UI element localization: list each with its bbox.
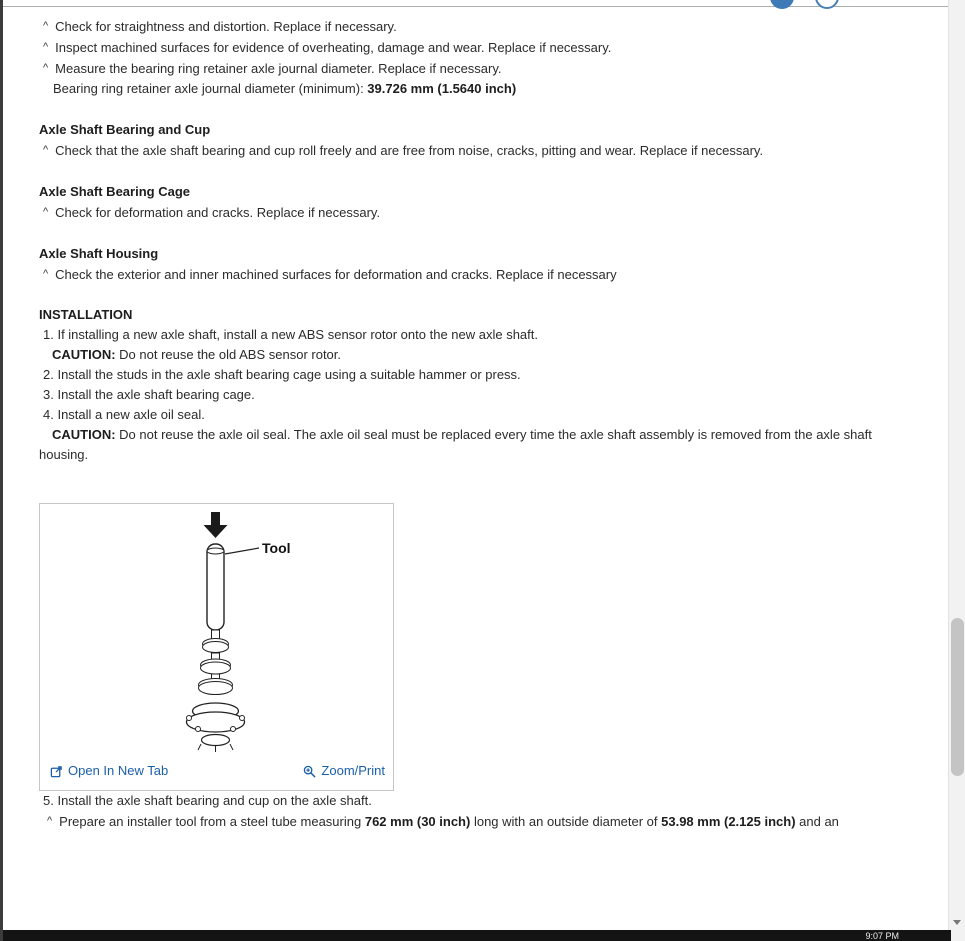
step5-text: and an [795, 814, 839, 829]
zoom-print-icon [303, 765, 316, 778]
installation-step-5: 5. Install the axle shaft bearing and cup on the axle shaft. [43, 793, 372, 808]
figure-link-row [40, 756, 393, 790]
taskbar-clock[interactable]: 9:07 PM [865, 931, 899, 941]
section-heading-bearing-and-cup: Axle Shaft Bearing and Cup [39, 122, 211, 137]
tool-illustration [40, 504, 393, 756]
step5-value-diameter: 53.98 mm (2.125 inch) [661, 814, 796, 829]
caution-text: Do not reuse the axle oil seal. The axle oil seal must be replaced every time the axle shaft assembly is removed from the axle shaft housing. [39, 427, 872, 462]
caret-bullet: ^ [43, 20, 49, 32]
installation-step-4: 4. Install a new axle oil seal. [43, 407, 205, 422]
step5-value-length: 762 mm (30 inch) [364, 814, 471, 829]
open-in-new-tab-link[interactable] [50, 761, 168, 781]
step5-text: Prepare an installer tool from a steel tube measuring [59, 814, 365, 829]
toolbar-clipped [3, 0, 948, 7]
inspection-item [39, 202, 924, 223]
caret-bullet: ^ [43, 62, 49, 74]
document-body [39, 10, 924, 832]
inspection-item-text: Check that the axle shaft bearing and cup roll freely and are free from noise, cracks, pitting and wear. Replace if necessary. [55, 143, 764, 158]
inspection-item [39, 140, 924, 161]
scroll-down-arrow-icon [953, 920, 961, 925]
inspection-item-text: Check the exterior and inner machined surfaces for deformation and cracks. Replace if necessary [55, 267, 617, 282]
spec-value: 39.726 mm (1.5640 inch) [367, 81, 517, 96]
caret-bullet: ^ [43, 268, 49, 280]
inspection-item-text: Measure the bearing ring retainer axle journal diameter. Replace if necessary. [55, 61, 502, 76]
installation-step-2: 2. Install the studs in the axle shaft bearing cage using a suitable hammer or press. [43, 367, 521, 382]
caution-label: CAUTION: [52, 427, 116, 442]
scroll-down-button[interactable] [949, 915, 965, 929]
installation-step-5-sub [39, 811, 924, 832]
caret-bullet: ^ [43, 206, 49, 218]
tool-label: Tool [262, 540, 291, 556]
os-taskbar [3, 930, 951, 941]
caret-bullet: ^ [43, 144, 49, 156]
chat-bubble-icon[interactable] [815, 0, 839, 9]
section-heading-bearing-cage: Axle Shaft Bearing Cage [39, 184, 190, 199]
section-heading-housing: Axle Shaft Housing [39, 246, 159, 261]
inspection-item-text: Check for deformation and cracks. Replace if necessary. [55, 205, 381, 220]
tool-figure-image [40, 504, 393, 756]
inspection-item [39, 58, 924, 79]
open-in-new-tab-label: Open In New Tab [68, 763, 169, 778]
zoom-print-link[interactable] [303, 761, 385, 781]
caution-label: CAUTION: [52, 347, 116, 362]
inspection-item [39, 16, 924, 37]
spec-line [39, 79, 924, 99]
caret-bullet: ^ [47, 815, 53, 827]
caution-note [39, 425, 924, 465]
caret-bullet: ^ [43, 41, 49, 53]
zoom-print-label: Zoom/Print [321, 763, 385, 778]
user-circle-icon[interactable] [770, 0, 794, 9]
inspection-item-text: Inspect machined surfaces for evidence of overheating, damage and wear. Replace if necessary. [55, 40, 612, 55]
vertical-scrollbar[interactable] [948, 0, 965, 941]
figure-box [39, 503, 394, 791]
inspection-item-text: Check for straightness and distortion. Replace if necessary. [55, 19, 397, 34]
inspection-item [39, 37, 924, 58]
installation-step-3: 3. Install the axle shaft bearing cage. [43, 387, 255, 402]
section-heading-installation: INSTALLATION [39, 307, 133, 322]
inspection-item [39, 264, 924, 285]
caution-text: Do not reuse the old ABS sensor rotor. [115, 347, 342, 362]
installation-step-1: 1. If installing a new axle shaft, install a new ABS sensor rotor onto the new axle shaft. [43, 327, 538, 342]
caution-note [39, 345, 924, 365]
open-in-new-tab-icon [50, 765, 63, 778]
scrollbar-thumb[interactable] [951, 618, 964, 776]
step5-text: long with an outside diameter of [470, 814, 662, 829]
spec-label: Bearing ring retainer axle journal diameter (minimum): [53, 81, 368, 96]
